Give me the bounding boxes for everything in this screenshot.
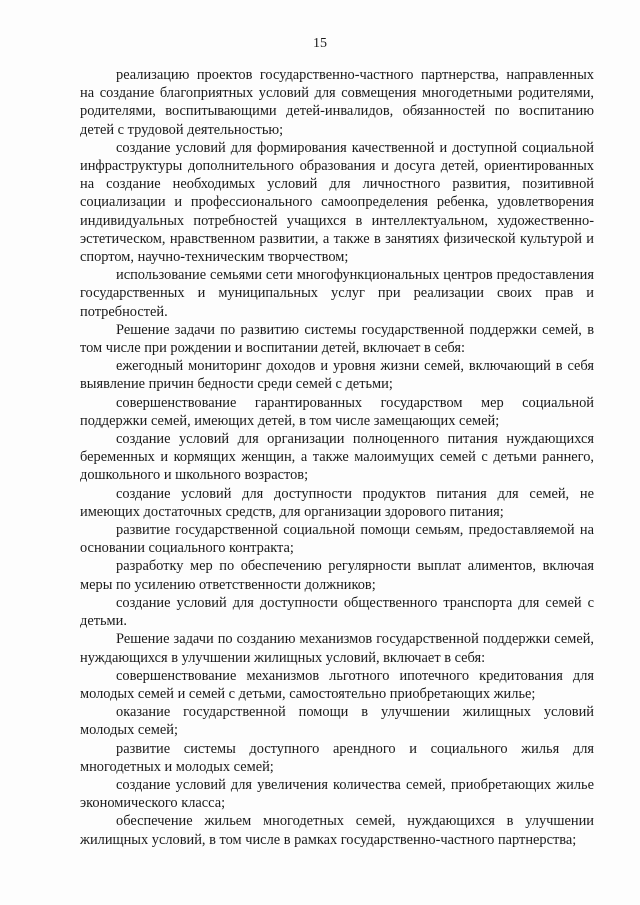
page-number: 15 bbox=[313, 36, 327, 51]
paragraph: создание условий для формирования качественной и доступной социальной инфраструктуры дополнительного образования и досуга детей, ориентированных на создание необходимых условий для личностного развития, позитивной социализации и профессионального самоопределения ребенка, удовлетворения индивидуальных потребностей учащихся в интеллектуальном, художественно-эстетическом, нравственном развитии, а также в занятиях физической культурой и спортом, научно-техническим творчеством; bbox=[80, 139, 594, 266]
paragraph: создание условий для доступности общественного транспорта для семей с детьми. bbox=[80, 594, 594, 630]
paragraph: разработку мер по обеспечению регулярности выплат алиментов, включая меры по усилению ответственности должников; bbox=[80, 558, 594, 593]
paragraph: использование семьями сети многофункциональных центров предоставления государственных и муниципальных услуг при реализации своих прав и потребностей. bbox=[80, 267, 594, 320]
paragraph: Решение задачи по созданию механизмов государственной поддержки семей, нуждающихся в улучшении жилищных условий, включает в себя: bbox=[80, 631, 594, 666]
paragraph: Решение задачи по развитию системы государственной поддержки семей, в том числе при рождении и воспитании детей, включает в себя: bbox=[80, 321, 594, 357]
paragraph: обеспечение жильем многодетных семей, нуждающихся в улучшении жилищных условий, в том числе в рамках государственно-частного партнерства; bbox=[80, 813, 594, 848]
paragraph: ежегодный мониторинг доходов и уровня жизни семей, включающий в себя выявление причин бедности среди семей с детьми; bbox=[80, 358, 594, 393]
paragraph: создание условий для доступности продуктов питания для семей, не имеющих достаточных средств, для организации здорового питания; bbox=[80, 485, 594, 520]
paragraph: создание условий для организации полноценного питания нуждающихся беременных и кормящих женщин, а также малоимущих семей с детьми раннего, дошкольного и школьного возрастов; bbox=[80, 431, 594, 484]
paragraph: развитие государственной социальной помощи семьям, предоставляемой на основании социального контракта; bbox=[80, 522, 594, 557]
paragraph: совершенствование гарантированных государством мер социальной поддержки семей, имеющих детей, в том числе замещающих семей; bbox=[80, 394, 594, 429]
paragraph: совершенствование механизмов льготного ипотечного кредитования для молодых семей и семей с детьми, самостоятельно приобретающих жилье; bbox=[80, 667, 594, 702]
paragraph: реализацию проектов государственно-частного партнерства, направленных на создание благоприятных условий для совмещения многодетными родителями, родителями, воспитывающими детей-инвалидов, обязанностей по воспитанию детей с трудовой деятельностью; bbox=[80, 67, 594, 138]
paragraph: развитие системы доступного арендного и социального жилья для многодетных и молодых семей; bbox=[80, 740, 594, 775]
document-body bbox=[80, 66, 594, 849]
paragraph: создание условий для увеличения количества семей, приобретающих жилье экономического класса; bbox=[80, 776, 594, 812]
paragraph: оказание государственной помощи в улучшении жилищных условий молодых семей; bbox=[80, 704, 594, 739]
